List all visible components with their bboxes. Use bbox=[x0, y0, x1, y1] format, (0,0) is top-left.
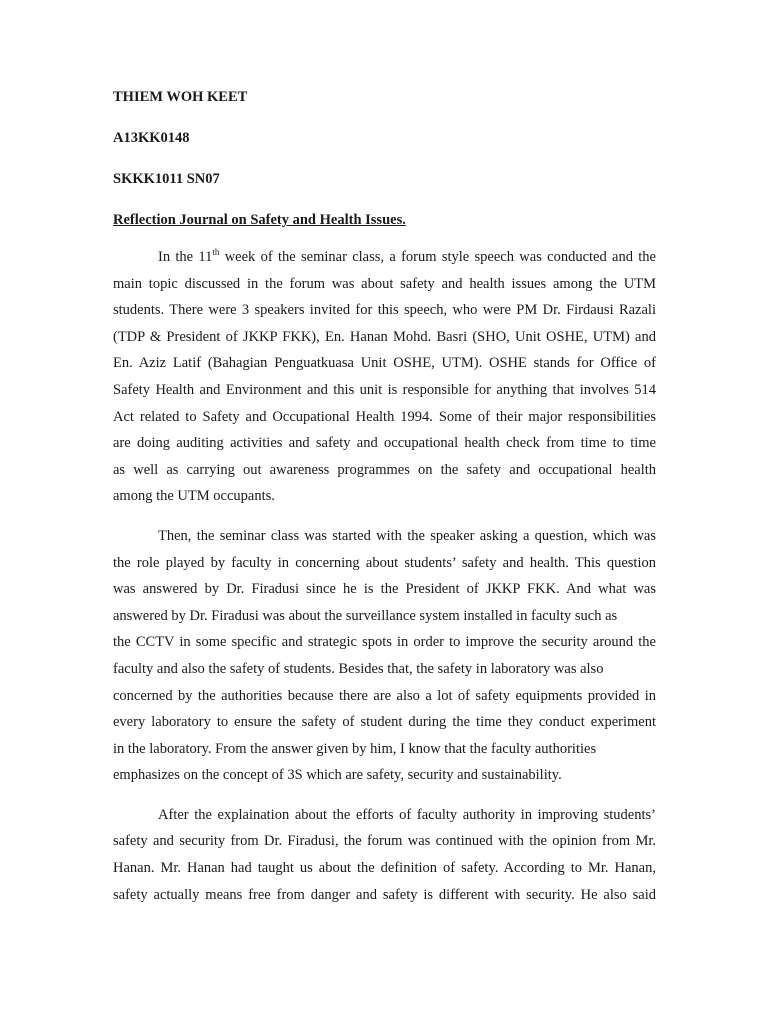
paragraph-3 bbox=[113, 802, 656, 908]
paragraph-line: as well as carrying out awareness programmes on the safety and occupational health bbox=[113, 461, 656, 478]
paragraph-line: In the 11th week of the seminar class, a forum style speech was conducted and the bbox=[158, 247, 656, 265]
paragraph-line: emphasizes on the concept of 3S which are safety, security and sustainability. bbox=[113, 767, 562, 784]
paragraph-line: Act related to Safety and Occupational Health 1994. Some of their major responsibilities bbox=[113, 408, 656, 425]
paragraph-line: the CCTV in some specific and strategic spots in order to improve the security around the bbox=[113, 634, 656, 651]
paragraph-line: safety and security from Dr. Firadusi, the forum was continued with the opinion from Mr. bbox=[113, 833, 656, 850]
paragraph-line: (TDP & President of JKKP FKK), En. Hanan Mohd. Basri (SHO, Unit OSHE, UTM) and bbox=[113, 328, 656, 345]
paragraph-line: answered by Dr. Firadusi was about the surveillance system installed in faculty such as bbox=[113, 607, 618, 624]
paragraph-line: every laboratory to ensure the safety of student during the time they conduct experiment bbox=[113, 714, 656, 731]
paragraph-1 bbox=[113, 244, 656, 510]
paragraph-line: En. Aziz Latif (Bahagian Penguatkuasa Unit OSHE, UTM). OSHE stands for Office of bbox=[113, 355, 656, 372]
student-name: THIEM WOH KEET bbox=[113, 89, 248, 105]
paragraph-line: safety actually means free from danger and safety is different with security. He also said bbox=[113, 886, 656, 903]
document-title: Reflection Journal on Safety and Health Issues. bbox=[113, 212, 406, 228]
paragraph-line: Safety Health and Environment and this unit is responsible for anything that involves 514 bbox=[113, 381, 656, 398]
paragraph-line: was answered by Dr. Firadusi since he is the President of JKKP FKK. And what was bbox=[113, 581, 656, 598]
paragraph-line: among the UTM occupants. bbox=[113, 488, 275, 505]
paragraph-line: main topic discussed in the forum was about safety and health issues among the UTM bbox=[113, 275, 656, 292]
paragraph-line: the role played by faculty in concerning about students’ safety and health. This question bbox=[113, 554, 656, 571]
paragraph-line: Hanan. Mr. Hanan had taught us about the definition of safety. According to Mr. Hanan, bbox=[113, 860, 656, 877]
course-code: SKKK1011 SN07 bbox=[113, 171, 220, 187]
paragraph-2 bbox=[113, 523, 656, 789]
paragraph-line: students. There were 3 speakers invited for this speech, who were PM Dr. Firdausi Razali bbox=[113, 302, 656, 319]
paragraph-line: faculty and also the safety of students. Besides that, the safety in laboratory was also bbox=[113, 660, 604, 677]
student-id: A13KK0148 bbox=[113, 130, 190, 146]
paragraph-line: in the laboratory. From the answer given by him, I know that the faculty authorities bbox=[113, 740, 597, 757]
paragraph-line: After the explaination about the efforts of faculty authority in improving students’ bbox=[158, 806, 656, 823]
paragraph-line: Then, the seminar class was started with the speaker asking a question, which was bbox=[158, 527, 656, 544]
document-page bbox=[113, 88, 656, 921]
paragraph-line: are doing auditing activities and safety and occupational health check from time to time bbox=[113, 435, 656, 452]
paragraph-line: concerned by the authorities because there are also a lot of safety equipments provided in bbox=[113, 687, 656, 704]
